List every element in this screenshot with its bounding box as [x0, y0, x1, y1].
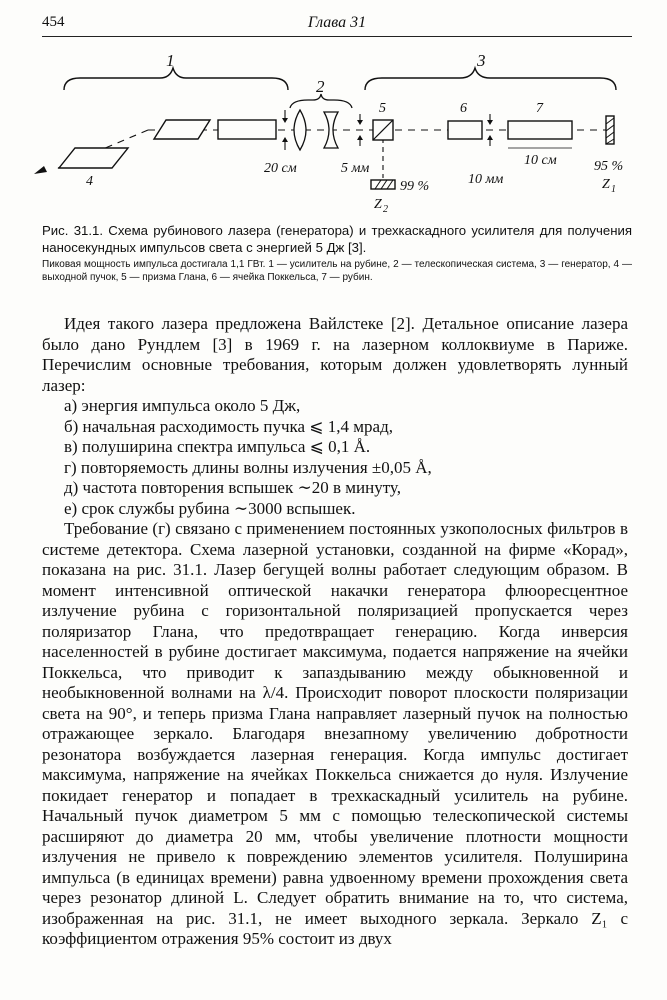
marker-10mm-head-down [487, 135, 493, 140]
figure-caption [42, 222, 632, 284]
intro-paragraph: Идея такого лазера предложена Вайлстеке [2]. Детальное описание лазера было дано Рундлем [3] в 1969 г. на лазерном коллоквиуме в Париже. Перечислим основные требования, которым должен удовлетворять лунный лазер: [42, 314, 628, 395]
requirement-item: е) срок службы рубина ∼3000 вспышек. [64, 498, 356, 518]
label-z1: Z [602, 177, 610, 192]
requirement-item: в) полуширина спектра импульса ⩽ 0,1 Å. [64, 437, 371, 456]
convex-lens [294, 110, 306, 150]
amplifier-rod-2 [218, 120, 276, 139]
label-group-1: 1 [166, 51, 175, 70]
label-10mm: 10 мм [468, 172, 504, 187]
requirements-list [42, 396, 628, 519]
marker-20cm-head-down [282, 137, 288, 142]
mirror-z2 [371, 180, 395, 189]
label-element-4: 4 [86, 174, 93, 189]
body-text [42, 314, 628, 950]
brace-amplifier [64, 68, 288, 90]
label-element-5: 5 [379, 101, 386, 116]
label-5mm: 5 мм [341, 161, 370, 176]
laser-diagram-svg [20, 50, 650, 220]
laser-diagram [20, 50, 650, 220]
label-z2-sub: 2 [383, 204, 388, 215]
label-element-6: 6 [460, 101, 467, 116]
requirement-item: б) начальная расходимость пучка ⩽ 1,4 мрад, [64, 416, 393, 436]
label-10cm: 10 см [524, 153, 557, 168]
amplifier-rod-1 [154, 120, 210, 139]
caption-title: Рис. 31.1. Схема рубинового лазера (генератора) и трехкаскадного усилителя для получения наносекундных импульсов света с энергией 5 Дж [3]. [42, 223, 632, 255]
label-group-3: 3 [477, 51, 486, 70]
label-group-2: 2 [316, 77, 325, 96]
running-title: Глава 31 [307, 14, 367, 31]
marker-20cm-head-up [282, 118, 288, 123]
caption-note: Пиковая мощность импульса достигала 1,1 ГВт. 1 — усилитель на рубине, 2 — телескопическая система, 3 — генератор, 4 — выходной пучок, 5 — призма Глана, 6 — ячейка Поккельса, 7 — рубин. [42, 259, 632, 283]
output-element-4 [59, 148, 128, 168]
marker-5mm-head-up [357, 120, 363, 125]
brace-telescope [290, 94, 352, 108]
pockels-cell-6 [448, 121, 482, 139]
label-z2: Z [374, 197, 382, 212]
label-element-7: 7 [536, 101, 543, 116]
requirement-item: г) повторяемость длины волны излучения ±0,05 Å, [64, 457, 432, 477]
marker-5mm-head-down [357, 135, 363, 140]
label-20cm: 20 см [264, 161, 297, 176]
requirement-item: а) энергия импульса около 5 Дж, [64, 396, 301, 415]
brace-generator [365, 68, 616, 90]
main-paragraph: Требование (г) связано с применением постоянных узкополосных фильтров в системе детектора. Схема лазерной установки, созданной на фирме «Корад», показана на рис. 31.1. Лазер бегущей волны работает следующим образом. В момент интенсивной оптической накачки генератора флюоресцентное излучение рубина с горизонтальной поляризацией пропускается через поляризатор Глана, что предотвращает генерацию. Когда инверсия населенностей в рубине достигает максимума, подается напряжение на ячейки Поккельса, что приводит к запаздыванию между обыкновенной и необыкновенной волнами на λ/4. Происходит поворот плоскости поляризации света на 90°, и теперь призма Глана направляет лазерный пучок на полностью отражающее зеркало. Благодаря внезапному увеличению добротности резонатора возбуждается лазерная генерация. Когда импульс достигает максимума, напряжение на ячейках Поккельса снижается до нуля. Излучение покидает генератор и попадает в трехкаскадный усилитель на рубине. Начальный пучок диаметром 5 мм с помощью телескопической системы расширяют до диаметра 20 мм, чтобы увеличение плотности мощности излучения не привело к повреждению элементов усилителя. Полуширина импульса (в единицах времени) равна удвоенному времени прохождения света через резонатор длиной L. Следует обратить внимание на то, что система, изображенная на рис. 31.1, не имеет выходного зеркала. Зеркало Z₁ с коэффициентом отражения 95% состоит из двух [42, 519, 628, 948]
marker-10mm-head-up [487, 120, 493, 125]
page-header [42, 14, 632, 37]
label-z1-sub: 1 [611, 184, 616, 195]
page-number: 454 [42, 14, 65, 30]
output-arrow-head [34, 166, 47, 174]
requirement-item: д) частота повторения вспышек ∼20 в минуту, [64, 478, 401, 497]
label-r99: 99 % [400, 179, 430, 194]
label-r95: 95 % [594, 159, 624, 174]
ruby-rod-7 [508, 121, 572, 139]
